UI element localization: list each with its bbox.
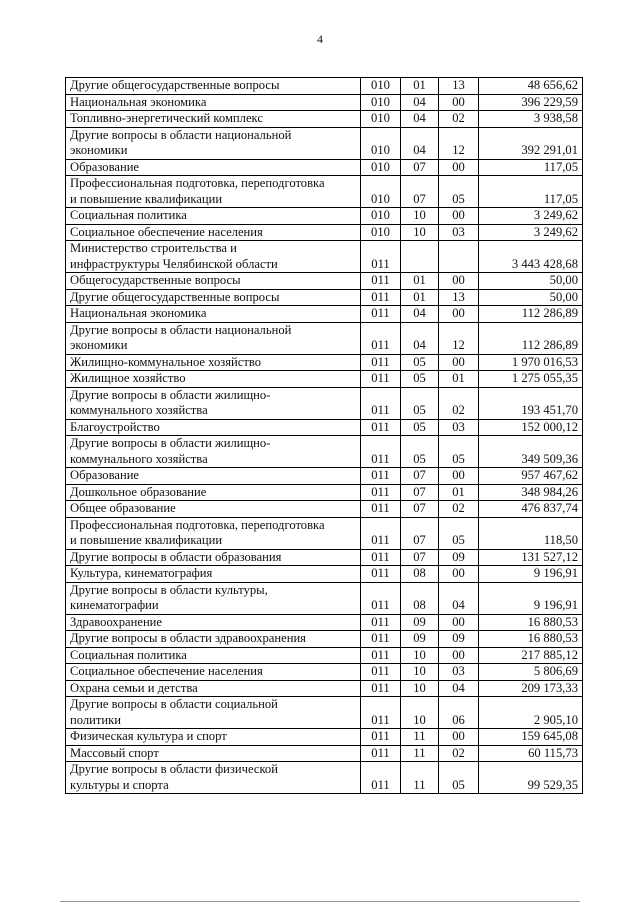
row-name: Другие вопросы в области культуры, кинематографии bbox=[66, 582, 361, 614]
row-subsection-code: 09 bbox=[439, 631, 479, 648]
row-amount: 50,00 bbox=[479, 289, 583, 306]
row-department-code: 010 bbox=[361, 78, 401, 95]
row-department-code: 010 bbox=[361, 94, 401, 111]
row-department-code: 011 bbox=[361, 762, 401, 794]
row-section-code: 10 bbox=[401, 680, 439, 697]
table-row bbox=[66, 745, 583, 762]
table-row bbox=[66, 468, 583, 485]
row-amount: 3 249,62 bbox=[479, 224, 583, 241]
row-name: Массовый спорт bbox=[66, 745, 361, 762]
table-row bbox=[66, 664, 583, 681]
budget-table-body bbox=[66, 78, 583, 794]
row-name: Здравоохранение bbox=[66, 614, 361, 631]
table-row bbox=[66, 176, 583, 208]
row-section-code: 11 bbox=[401, 762, 439, 794]
row-section-code: 01 bbox=[401, 273, 439, 290]
row-amount: 117,05 bbox=[479, 176, 583, 208]
row-name: Другие вопросы в области здравоохранения bbox=[66, 631, 361, 648]
row-name: Национальная экономика bbox=[66, 94, 361, 111]
row-department-code: 011 bbox=[361, 566, 401, 583]
row-subsection-code: 06 bbox=[439, 697, 479, 729]
row-amount: 1 970 016,53 bbox=[479, 354, 583, 371]
row-name: Другие общегосударственные вопросы bbox=[66, 289, 361, 306]
row-section-code: 05 bbox=[401, 419, 439, 436]
row-subsection-code: 03 bbox=[439, 224, 479, 241]
row-amount: 152 000,12 bbox=[479, 419, 583, 436]
row-department-code: 011 bbox=[361, 306, 401, 323]
row-section-code: 10 bbox=[401, 208, 439, 225]
row-amount: 349 509,36 bbox=[479, 436, 583, 468]
row-section-code: 07 bbox=[401, 159, 439, 176]
table-row bbox=[66, 631, 583, 648]
table-row bbox=[66, 729, 583, 746]
row-subsection-code: 00 bbox=[439, 273, 479, 290]
row-subsection-code: 00 bbox=[439, 306, 479, 323]
row-name: Другие общегосударственные вопросы bbox=[66, 78, 361, 95]
row-section-code: 07 bbox=[401, 484, 439, 501]
table-row bbox=[66, 549, 583, 566]
row-subsection-code: 13 bbox=[439, 289, 479, 306]
row-section-code: 09 bbox=[401, 614, 439, 631]
table-row bbox=[66, 371, 583, 388]
table-row bbox=[66, 501, 583, 518]
table-row bbox=[66, 111, 583, 128]
row-section-code: 05 bbox=[401, 387, 439, 419]
row-section-code: 07 bbox=[401, 517, 439, 549]
row-name: Профессиональная подготовка, переподготовка и повышение квалификации bbox=[66, 517, 361, 549]
row-subsection-code bbox=[439, 241, 479, 273]
row-subsection-code: 01 bbox=[439, 371, 479, 388]
row-department-code: 011 bbox=[361, 468, 401, 485]
row-amount: 48 656,62 bbox=[479, 78, 583, 95]
row-amount: 16 880,53 bbox=[479, 631, 583, 648]
row-amount: 396 229,59 bbox=[479, 94, 583, 111]
row-subsection-code: 02 bbox=[439, 387, 479, 419]
row-section-code: 04 bbox=[401, 127, 439, 159]
row-department-code: 011 bbox=[361, 647, 401, 664]
row-department-code: 011 bbox=[361, 371, 401, 388]
page-number: 4 bbox=[317, 32, 323, 46]
row-section-code: 04 bbox=[401, 94, 439, 111]
row-department-code: 011 bbox=[361, 697, 401, 729]
row-department-code: 011 bbox=[361, 745, 401, 762]
row-amount: 117,05 bbox=[479, 159, 583, 176]
row-amount: 159 645,08 bbox=[479, 729, 583, 746]
row-amount: 2 905,10 bbox=[479, 697, 583, 729]
row-section-code: 07 bbox=[401, 549, 439, 566]
row-amount: 209 173,33 bbox=[479, 680, 583, 697]
row-subsection-code: 12 bbox=[439, 322, 479, 354]
row-department-code: 010 bbox=[361, 159, 401, 176]
row-subsection-code: 00 bbox=[439, 208, 479, 225]
row-department-code: 011 bbox=[361, 273, 401, 290]
row-name: Охрана семьи и детства bbox=[66, 680, 361, 697]
row-subsection-code: 02 bbox=[439, 111, 479, 128]
row-subsection-code: 04 bbox=[439, 680, 479, 697]
row-name: Национальная экономика bbox=[66, 306, 361, 323]
row-name: Физическая культура и спорт bbox=[66, 729, 361, 746]
table-row bbox=[66, 159, 583, 176]
table-row bbox=[66, 647, 583, 664]
row-name: Социальное обеспечение населения bbox=[66, 664, 361, 681]
row-department-code: 011 bbox=[361, 354, 401, 371]
row-name: Другие вопросы в области образования bbox=[66, 549, 361, 566]
row-name: Социальное обеспечение населения bbox=[66, 224, 361, 241]
row-subsection-code: 05 bbox=[439, 436, 479, 468]
row-amount: 193 451,70 bbox=[479, 387, 583, 419]
row-amount: 1 275 055,35 bbox=[479, 371, 583, 388]
budget-table bbox=[65, 77, 583, 794]
row-department-code: 011 bbox=[361, 631, 401, 648]
table-row bbox=[66, 241, 583, 273]
row-department-code: 011 bbox=[361, 419, 401, 436]
row-name: Профессиональная подготовка, переподготовка и повышение квалификации bbox=[66, 176, 361, 208]
row-name: Дошкольное образование bbox=[66, 484, 361, 501]
row-section-code: 04 bbox=[401, 111, 439, 128]
row-amount: 3 249,62 bbox=[479, 208, 583, 225]
row-section-code: 10 bbox=[401, 664, 439, 681]
row-subsection-code: 04 bbox=[439, 582, 479, 614]
row-section-code: 08 bbox=[401, 566, 439, 583]
table-row bbox=[66, 484, 583, 501]
table-row bbox=[66, 273, 583, 290]
row-department-code: 011 bbox=[361, 680, 401, 697]
row-subsection-code: 03 bbox=[439, 419, 479, 436]
row-amount: 957 467,62 bbox=[479, 468, 583, 485]
row-amount: 348 984,26 bbox=[479, 484, 583, 501]
table-row bbox=[66, 436, 583, 468]
row-subsection-code: 00 bbox=[439, 566, 479, 583]
row-department-code: 010 bbox=[361, 176, 401, 208]
row-department-code: 011 bbox=[361, 241, 401, 273]
row-section-code: 04 bbox=[401, 322, 439, 354]
row-section-code: 05 bbox=[401, 436, 439, 468]
row-department-code: 011 bbox=[361, 729, 401, 746]
row-amount: 131 527,12 bbox=[479, 549, 583, 566]
row-subsection-code: 09 bbox=[439, 549, 479, 566]
row-subsection-code: 00 bbox=[439, 94, 479, 111]
row-name: Другие вопросы в области жилищно- коммунального хозяйства bbox=[66, 436, 361, 468]
row-name: Топливно-энергетический комплекс bbox=[66, 111, 361, 128]
page-bottom-rule bbox=[60, 901, 580, 902]
row-department-code: 011 bbox=[361, 582, 401, 614]
row-name: Другие вопросы в области жилищно- коммунального хозяйства bbox=[66, 387, 361, 419]
row-amount: 3 443 428,68 bbox=[479, 241, 583, 273]
row-subsection-code: 00 bbox=[439, 647, 479, 664]
row-subsection-code: 00 bbox=[439, 159, 479, 176]
row-department-code: 010 bbox=[361, 224, 401, 241]
row-department-code: 011 bbox=[361, 664, 401, 681]
row-section-code: 05 bbox=[401, 371, 439, 388]
table-row bbox=[66, 289, 583, 306]
table-row bbox=[66, 517, 583, 549]
row-name: Культура, кинематография bbox=[66, 566, 361, 583]
row-department-code: 011 bbox=[361, 322, 401, 354]
row-name: Другие вопросы в области социальной политики bbox=[66, 697, 361, 729]
row-department-code: 011 bbox=[361, 484, 401, 501]
row-subsection-code: 00 bbox=[439, 614, 479, 631]
row-name: Другие вопросы в области национальной экономики bbox=[66, 322, 361, 354]
row-name: Образование bbox=[66, 159, 361, 176]
row-section-code: 11 bbox=[401, 729, 439, 746]
row-subsection-code: 05 bbox=[439, 176, 479, 208]
row-department-code: 011 bbox=[361, 387, 401, 419]
table-row bbox=[66, 697, 583, 729]
row-amount: 60 115,73 bbox=[479, 745, 583, 762]
table-row bbox=[66, 614, 583, 631]
row-amount: 392 291,01 bbox=[479, 127, 583, 159]
row-department-code: 011 bbox=[361, 549, 401, 566]
row-name: Благоустройство bbox=[66, 419, 361, 436]
row-subsection-code: 00 bbox=[439, 354, 479, 371]
row-subsection-code: 01 bbox=[439, 484, 479, 501]
row-subsection-code: 05 bbox=[439, 517, 479, 549]
table-row bbox=[66, 208, 583, 225]
table-row bbox=[66, 419, 583, 436]
row-subsection-code: 02 bbox=[439, 745, 479, 762]
row-name: Социальная политика bbox=[66, 208, 361, 225]
row-department-code: 011 bbox=[361, 517, 401, 549]
row-section-code: 01 bbox=[401, 78, 439, 95]
row-subsection-code: 05 bbox=[439, 762, 479, 794]
table-row bbox=[66, 224, 583, 241]
table-row bbox=[66, 582, 583, 614]
table-row bbox=[66, 78, 583, 95]
row-department-code: 010 bbox=[361, 111, 401, 128]
table-row bbox=[66, 762, 583, 794]
row-subsection-code: 13 bbox=[439, 78, 479, 95]
row-subsection-code: 02 bbox=[439, 501, 479, 518]
row-section-code: 05 bbox=[401, 354, 439, 371]
row-amount: 9 196,91 bbox=[479, 582, 583, 614]
row-amount: 112 286,89 bbox=[479, 306, 583, 323]
row-name: Жилищное хозяйство bbox=[66, 371, 361, 388]
row-subsection-code: 00 bbox=[439, 468, 479, 485]
row-section-code: 11 bbox=[401, 745, 439, 762]
row-amount: 16 880,53 bbox=[479, 614, 583, 631]
row-section-code: 04 bbox=[401, 306, 439, 323]
row-name: Общегосударственные вопросы bbox=[66, 273, 361, 290]
row-department-code: 011 bbox=[361, 614, 401, 631]
row-name: Жилищно-коммунальное хозяйство bbox=[66, 354, 361, 371]
row-section-code: 09 bbox=[401, 631, 439, 648]
row-section-code: 07 bbox=[401, 501, 439, 518]
table-row bbox=[66, 680, 583, 697]
row-amount: 217 885,12 bbox=[479, 647, 583, 664]
row-subsection-code: 03 bbox=[439, 664, 479, 681]
row-amount: 99 529,35 bbox=[479, 762, 583, 794]
table-row bbox=[66, 127, 583, 159]
row-amount: 476 837,74 bbox=[479, 501, 583, 518]
row-section-code: 07 bbox=[401, 176, 439, 208]
row-subsection-code: 12 bbox=[439, 127, 479, 159]
row-department-code: 011 bbox=[361, 436, 401, 468]
row-amount: 112 286,89 bbox=[479, 322, 583, 354]
table-row bbox=[66, 566, 583, 583]
row-section-code: 08 bbox=[401, 582, 439, 614]
row-name: Другие вопросы в области национальной экономики bbox=[66, 127, 361, 159]
row-name: Другие вопросы в области физической культуры и спорта bbox=[66, 762, 361, 794]
row-department-code: 011 bbox=[361, 289, 401, 306]
row-department-code: 010 bbox=[361, 208, 401, 225]
row-amount: 118,50 bbox=[479, 517, 583, 549]
row-section-code: 10 bbox=[401, 647, 439, 664]
table-row bbox=[66, 322, 583, 354]
row-name: Социальная политика bbox=[66, 647, 361, 664]
row-amount: 5 806,69 bbox=[479, 664, 583, 681]
row-name: Министерство строительства и инфраструктуры Челябинской области bbox=[66, 241, 361, 273]
table-row bbox=[66, 354, 583, 371]
row-section-code: 10 bbox=[401, 224, 439, 241]
row-name: Общее образование bbox=[66, 501, 361, 518]
row-section-code: 01 bbox=[401, 289, 439, 306]
row-name: Образование bbox=[66, 468, 361, 485]
table-row bbox=[66, 387, 583, 419]
row-amount: 50,00 bbox=[479, 273, 583, 290]
row-section-code bbox=[401, 241, 439, 273]
row-section-code: 10 bbox=[401, 697, 439, 729]
row-department-code: 011 bbox=[361, 501, 401, 518]
row-amount: 3 938,58 bbox=[479, 111, 583, 128]
row-section-code: 07 bbox=[401, 468, 439, 485]
row-amount: 9 196,91 bbox=[479, 566, 583, 583]
table-row bbox=[66, 94, 583, 111]
table-row bbox=[66, 306, 583, 323]
row-subsection-code: 00 bbox=[439, 729, 479, 746]
row-department-code: 010 bbox=[361, 127, 401, 159]
